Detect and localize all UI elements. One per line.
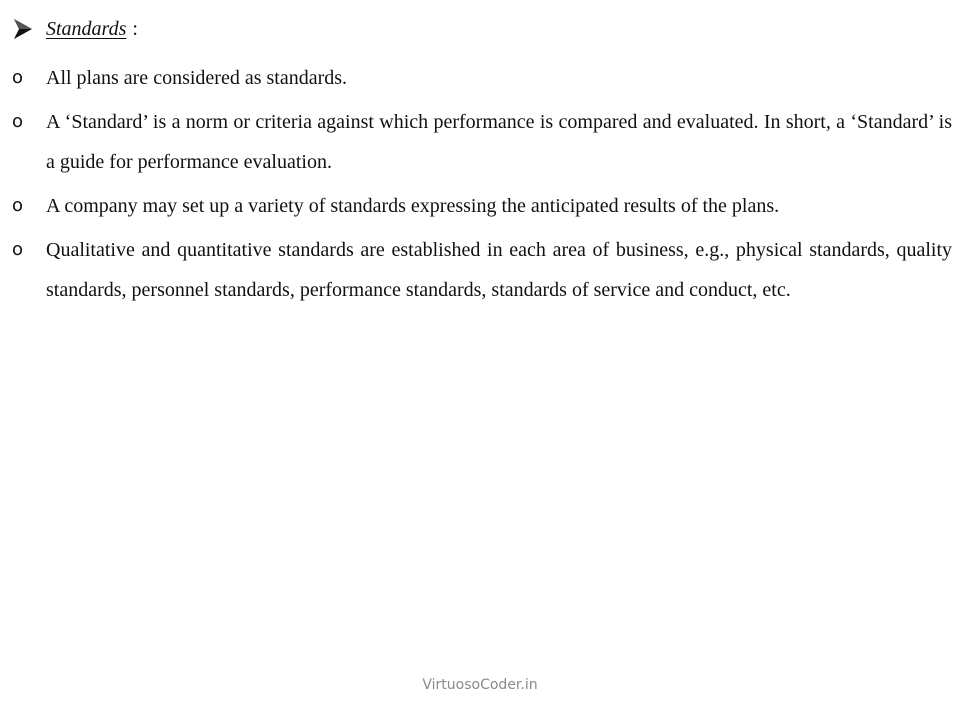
hollow-bullet-icon: o (12, 239, 24, 260)
heading-title: Standards (46, 17, 127, 40)
list-item (12, 58, 952, 98)
list-item-text: Qualitative and quantitative standards are established in each area of business, e.g., physical standards, quality standards, personnel standards, performance standards, standards of service and conduct, etc. (46, 239, 952, 301)
hollow-bullet-icon: o (12, 67, 24, 88)
list-item-text: A ‘Standard’ is a norm or criteria against which performance is compared and evaluated. In short, a ‘Standard’ is a guide for performance evaluation. (46, 111, 952, 173)
footer-watermark: VirtuosoCoder.in (422, 677, 538, 693)
heading-separator: : (132, 17, 138, 40)
list-item-text: All plans are considered as standards. (46, 67, 348, 89)
list-item (12, 186, 952, 226)
hollow-bullet-icon: o (12, 195, 24, 216)
arrow-bullet-icon (14, 19, 32, 39)
list-item (12, 102, 952, 182)
hollow-bullet-icon: o (12, 111, 24, 132)
list-item-text: A company may set up a variety of standards expressing the anticipated results of the plans. (46, 195, 780, 217)
heading-row (12, 14, 138, 44)
list-item (12, 230, 952, 310)
bullet-list (12, 58, 952, 314)
